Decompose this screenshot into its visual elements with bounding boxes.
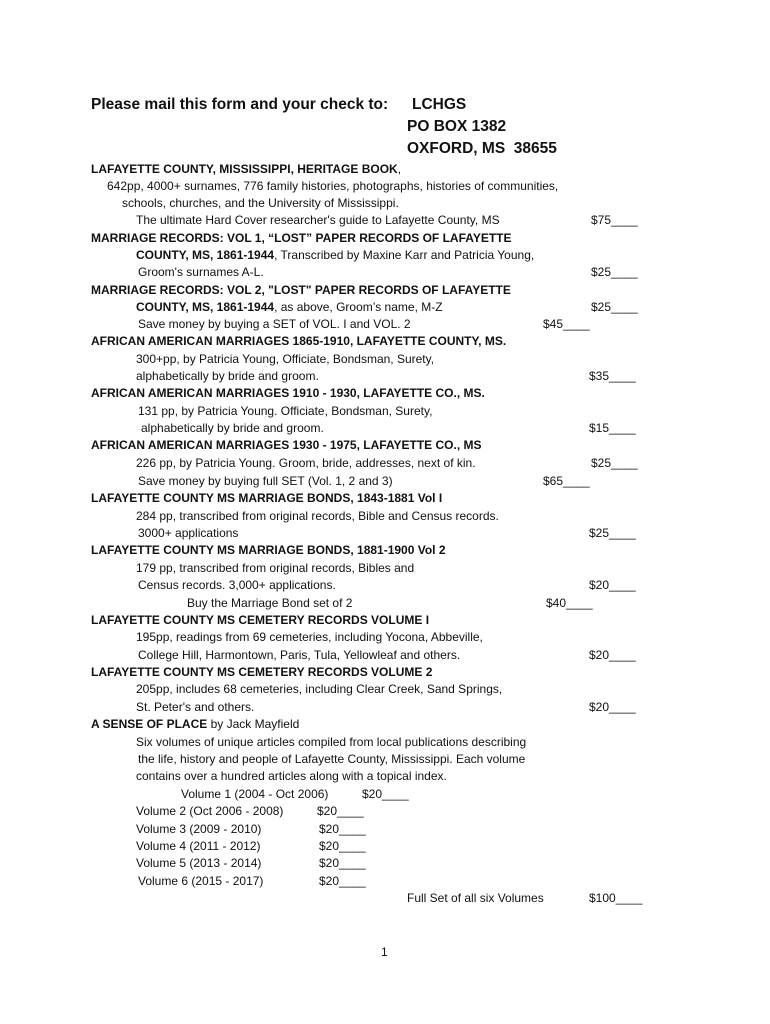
aa1-price: $35____ (589, 369, 636, 383)
aa3-set-price: $65____ (543, 474, 590, 488)
marriage2-set-text: Save money by buying a SET of VOL. I and VOL. 2 (138, 317, 411, 331)
sense-desc-1: Six volumes of unique articles compiled from local publications describing (136, 735, 527, 749)
aa3-title: AFRICAN AMERICAN MARRIAGES 1930 - 1975, LAFAYETTE CO., MS (91, 438, 482, 452)
volume-1-label: Volume 1 (2004 - Oct 2006) (181, 787, 329, 801)
marriage1-title: MARRIAGE RECORDS: VOL 1, “LOST” PAPER RECORDS OF LAFAYETTE (91, 231, 512, 245)
heritage-title-tail: , (397, 162, 402, 176)
cem1-line2: College Hill, Harmontown, Paris, Tula, Yellowleaf and others. (138, 648, 461, 662)
po-box: PO BOX 1382 (407, 118, 507, 135)
bonds1-line1: 284 pp, transcribed from original records, Bible and Census records. (136, 509, 499, 523)
volume-5-label: Volume 5 (2013 - 2014) (136, 856, 262, 870)
city-line: OXFORD, MS 38655 (407, 140, 557, 157)
heritage-price: $75____ (591, 213, 638, 227)
aa3-set-text: Save money by buying full SET (Vol. 1, 2 and 3) (138, 474, 393, 488)
marriage2-set-price: $45____ (543, 317, 590, 331)
heritage-title: LAFAYETTE COUNTY, MISSISSIPPI, HERITAGE BOOK (91, 162, 398, 176)
bonds2-price: $20____ (589, 578, 636, 592)
full-set-label: Full Set of all six Volumes (407, 891, 544, 905)
aa2-price: $15____ (589, 421, 636, 435)
full-set-price: $100____ (589, 891, 643, 905)
volume-5-price: $20____ (319, 856, 366, 870)
cem2-title: LAFAYETTE COUNTY MS CEMETERY RECORDS VOLUME 2 (91, 665, 433, 679)
heritage-desc-2: schools, churches, and the University of Mississippi. (122, 196, 399, 210)
mail-instruction: Please mail this form and your check to: (91, 96, 389, 113)
marriage1-line1-bold: COUNTY, MS, 1861-1944 (136, 248, 275, 262)
page-number: 1 (381, 945, 388, 959)
volume-2-price: $20____ (317, 804, 364, 818)
cem1-price: $20____ (589, 648, 636, 662)
sense-desc-2: the life, history and people of Lafayette County, Mississippi. Each volume (138, 752, 526, 766)
cem1-line1: 195pp, readings from 69 cemeteries, including Yocona, Abbeville, (136, 630, 483, 644)
heritage-desc-1: 642pp, 4000+ surnames, 776 family histories, photographs, histories of communities, (107, 179, 559, 193)
volume-4-label: Volume 4 (2011 - 2012) (136, 839, 261, 853)
aa1-line1: 300+pp, by Patricia Young, Officiate, Bondsman, Surety, (136, 352, 435, 366)
marriage2-price: $25____ (591, 300, 638, 314)
marriage2-title: MARRIAGE RECORDS: VOL 2, "LOST" PAPER RECORDS OF LAFAYETTE (91, 283, 511, 297)
bonds2-title: LAFAYETTE COUNTY MS MARRIAGE BONDS, 1881-1900 Vol 2 (91, 543, 446, 557)
cem1-title: LAFAYETTE COUNTY MS CEMETERY RECORDS VOLUME I (91, 613, 430, 627)
volume-2-label: Volume 2 (Oct 2006 - 2008) (136, 804, 284, 818)
cem2-line2: St. Peter's and others. (136, 700, 255, 714)
heritage-desc-3: The ultimate Hard Cover researcher's guide to Lafayette County, MS (136, 213, 500, 227)
heritage-title-line (91, 163, 401, 175)
sense-desc-3: contains over a hundred articles along with a topical index. (136, 769, 447, 783)
sense-author: by Jack Mayfield (207, 717, 300, 731)
aa2-line1: 131 pp, by Patricia Young. Officiate, Bondsman, Surety, (138, 404, 433, 418)
cem2-price: $20____ (589, 700, 636, 714)
sense-title-line (91, 718, 299, 730)
aa1-line2: alphabetically by bride and groom. (136, 369, 319, 383)
marriage2-line1-bold: COUNTY, MS, 1861-1944 (136, 300, 275, 314)
bonds1-title: LAFAYETTE COUNTY MS MARRIAGE BONDS, 1843-1881 Vol I (91, 491, 443, 505)
marriage1-line1 (136, 249, 534, 261)
volume-1-price: $20____ (362, 787, 409, 801)
bonds1-price: $25____ (589, 526, 636, 540)
volume-3-price: $20____ (319, 822, 366, 836)
bonds2-line2: Census records. 3,000+ applications. (138, 578, 336, 592)
aa1-title: AFRICAN AMERICAN MARRIAGES 1865-1910, LAFAYETTE COUNTY, MS. (91, 334, 507, 348)
marriage1-line1-rest: , Transcribed by Maxine Karr and Patricia Young, (274, 248, 535, 262)
aa3-price: $25____ (591, 456, 638, 470)
volume-4-price: $20____ (319, 839, 366, 853)
marriage1-price: $25____ (591, 265, 638, 279)
marriage2-line1 (136, 301, 443, 313)
aa3-line1: 226 pp, by Patricia Young. Groom, bride, addresses, next of kin. (136, 456, 476, 470)
volume-6-price: $20____ (319, 874, 366, 888)
bonds2-line1: 179 pp, transcribed from original records, Bibles and (136, 561, 415, 575)
volume-6-label: Volume 6 (2015 - 2017) (138, 874, 264, 888)
bonds2-set-text: Buy the Marriage Bond set of 2 (187, 596, 353, 610)
aa2-line2: alphabetically by bride and groom. (141, 421, 324, 435)
sense-title: A SENSE OF PLACE (91, 717, 208, 731)
marriage1-line2: Groom's surnames A-L. (138, 265, 264, 279)
volume-3-label: Volume 3 (2009 - 2010) (136, 822, 262, 836)
bonds2-set-price: $40____ (546, 596, 593, 610)
org-name: LCHGS (412, 96, 467, 113)
aa2-title: AFRICAN AMERICAN MARRIAGES 1910 - 1930, LAFAYETTE CO., MS. (91, 386, 485, 400)
cem2-line1: 205pp, includes 68 cemeteries, including Clear Creek, Sand Springs, (136, 682, 503, 696)
bonds1-line2: 3000+ applications (138, 526, 239, 540)
marriage2-line1-rest: , as above, Groom’s name, M-Z (274, 300, 443, 314)
